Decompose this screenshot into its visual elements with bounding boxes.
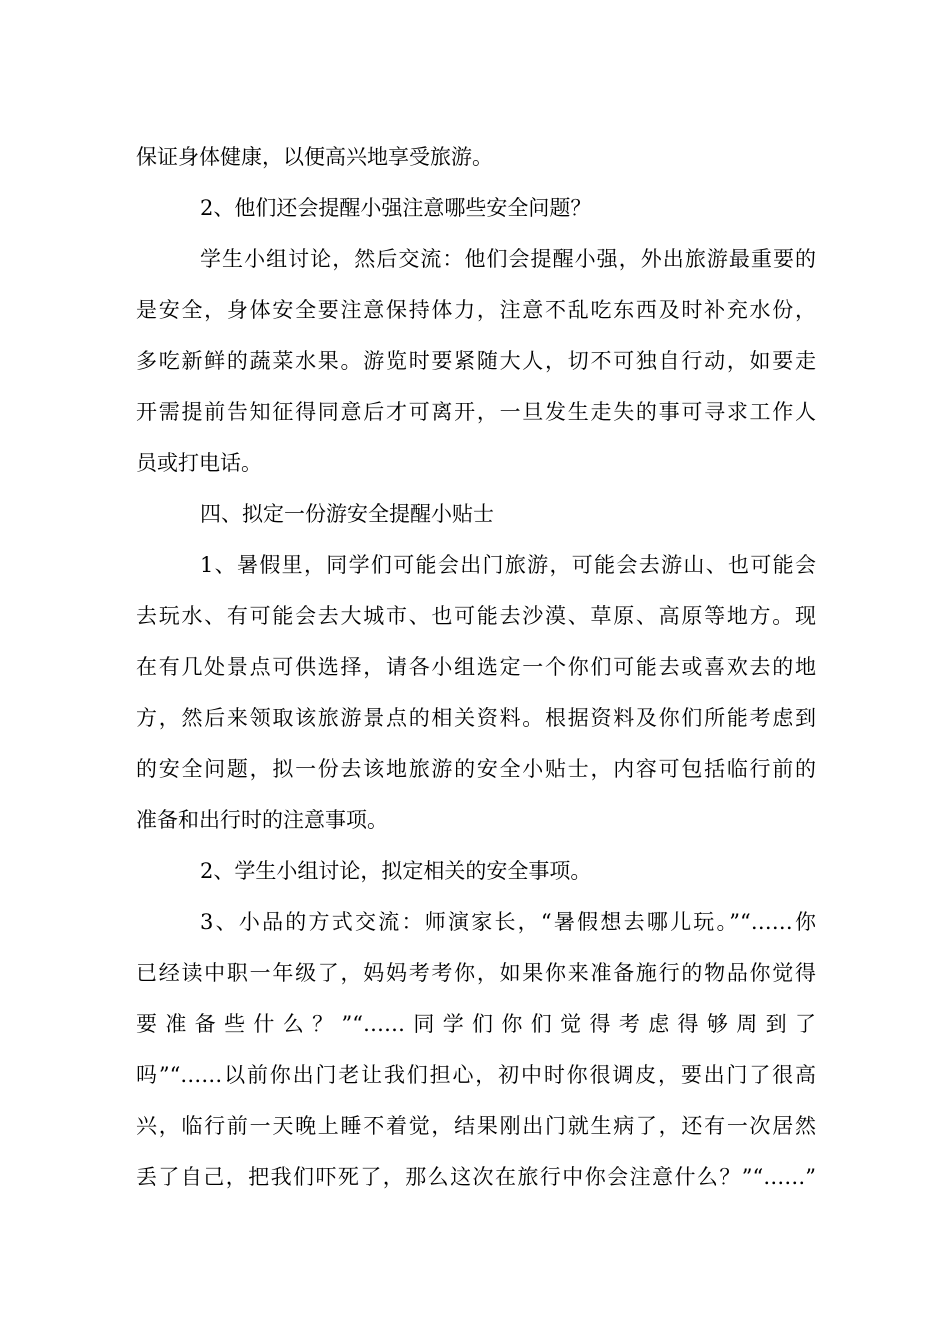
text-line: 已经读中职一年级了，妈妈考考你，如果你来准备施行的物品你觉得 (136, 961, 816, 985)
text-line: 员或打电话。 (136, 451, 262, 475)
text-line: 学生小组讨论，然后交流：他们会提醒小强，外出旅游最重要的 (200, 247, 816, 271)
text-line: 2、学生小组讨论，拟定相关的安全事项。 (200, 859, 592, 883)
text-line: 开需提前告知征得同意后才可离开，一旦发生走失的事可寻求工作人 (136, 400, 816, 424)
text-line: 丢了自己，把我们吓死了，那么这次在旅行中你会注意什么？”“……” (136, 1165, 816, 1189)
text-line: 3、小品的方式交流：师演家长，“暑假想去哪儿玩。”“……你 (200, 910, 816, 934)
text-line: 2、他们还会提醒小强注意哪些安全问题？ (200, 196, 592, 220)
text-line: 1、暑假里，同学们可能会出门旅游，可能会去游山、也可能会 (200, 553, 816, 577)
text-line: 在有几处景点可供选择，请各小组选定一个你们可能去或喜欢去的地 (136, 655, 816, 679)
text-line: 要准备些什么？”“……同学们你们觉得考虑得够周到了 (136, 1012, 816, 1036)
text-line: 吗”“……以前你出门老让我们担心，初中时你很调皮，要出门了很高 (136, 1063, 816, 1087)
text-line: 准备和出行时的注意事项。 (136, 808, 388, 832)
text-line: 方，然后来领取该旅游景点的相关资料。根据资料及你们所能考虑到 (136, 706, 816, 730)
text-line: 的安全问题，拟一份去该地旅游的安全小贴士，内容可包括临行前的 (136, 757, 816, 781)
text-line: 去玩水、有可能会去大城市、也可能去沙漠、草原、高原等地方。现 (136, 604, 816, 628)
section-heading: 四、拟定一份游安全提醒小贴士 (200, 502, 494, 526)
text-line: 是安全，身体安全要注意保持体力，注意不乱吃东西及时补充水份， (136, 298, 816, 322)
text-line: 多吃新鲜的蔬菜水果。游览时要紧随大人，切不可独自行动，如要走 (136, 349, 816, 373)
text-line: 兴，临行前一天晚上睡不着觉，结果刚出门就生病了，还有一次居然 (136, 1114, 816, 1138)
text-line: 保证身体健康，以便高兴地享受旅游。 (136, 145, 493, 169)
